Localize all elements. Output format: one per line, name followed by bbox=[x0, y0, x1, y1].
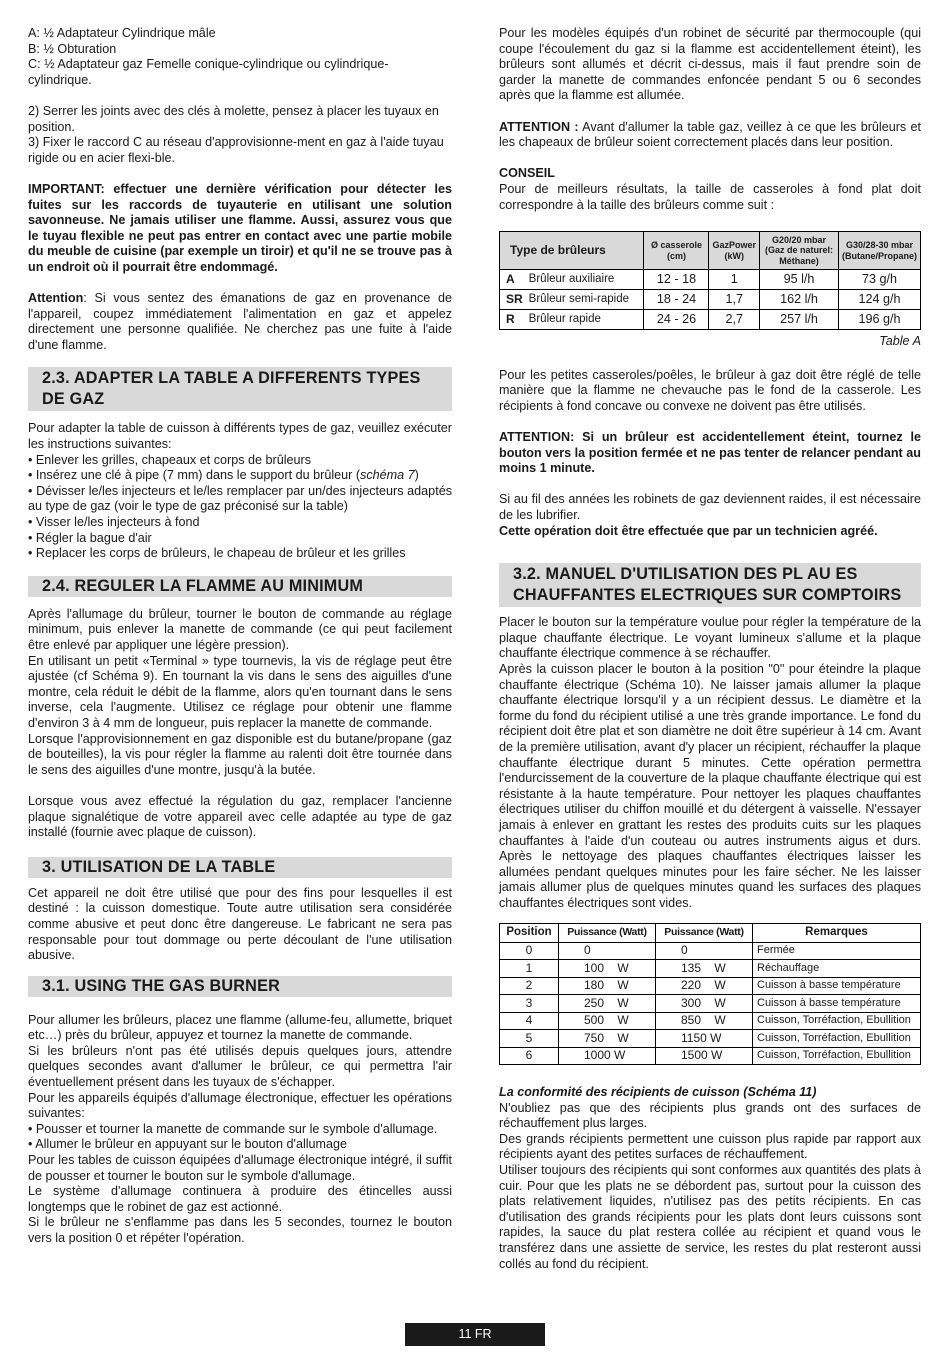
table-row: 4 500 W 850 W Cuisson, Torréfaction, Ebullition bbox=[500, 1012, 921, 1030]
hotplate-table-header: Position bbox=[500, 923, 559, 942]
burner-table-header: G30/28-30 mbar (Butane/Propane) bbox=[839, 232, 921, 270]
conformity-p3: Utiliser toujours des récipients qui sont conformes aux quantités des plats à cuir. Pour que les plats ne se débordent pas, surtout pour la cuisson des plats relativement liquides, n'utilisez pas des petits récipients. En cas d'utilisation des grands récipients pour les plats dont leurs cuissons sont rapides, la sauce du plat restera collée au récipient et quand vous le transférez dans une assiette de service, les restes du plat resteront aussi collés au fond du récipient. bbox=[499, 1163, 921, 1271]
technician-note: Cette opération doit être effectuée que par un technicien agréé. bbox=[499, 523, 878, 538]
s23-bullet-6: • Replacer les corps de brûleurs, le chapeau de brûleur et les grilles bbox=[28, 546, 406, 561]
s23-intro: Pour adapter la table de cuisson à différents types de gaz, veuillez exécuter les instructions suivantes: bbox=[28, 421, 452, 452]
right-column bbox=[499, 26, 921, 1272]
conformity-p2: Des grands récipients permettent une cuisson plus rapide par rapport aux récipients ayant des petites surfaces de réchauffement. bbox=[499, 1131, 921, 1162]
table-row: SR Brûleur semi-rapide 18 - 24 1,7 162 l/h 124 g/h bbox=[500, 290, 921, 310]
s32-p2: Après la cuisson placer le bouton à la position "0" pour éteindre la plaque chauffante électrique (Schéma 10). Ne laisser jamais allumer la plaque chauffante électrique lorsqu'il y a un récipient dessus. Le diamètre et la forme du fond du récipient utilisé a une très grande importance. Le fond du récipient doit être plat et son diamètre ne doit être supérieur à 14 cm. Avant de la première utilisation, avant d'y placer un récipient, réchauffer la plaque chauffante électrique durant 5 minutes. Cette opération permettra l'endurcissement de la couverture de la plaque chauffante électrique qui est résistante à la haute température. Pour nettoyer les plaques chauffantes électriques utiliser du chiffon mouillé et du détergent à vaisselle. N'essayer jamais à enlever en grattant les restes des produits cuits sur les plaques chauffantes à l'aide d'un couteau ou autres instruments aigus et durs. Après le nettoyage des plaques chauffantes électriques laisser les allumées pendant quelques minutes pour les faire sécher. Ne les laisser jamais allumer plus de quelques minutes quand les surfaces des plaques chauffantes électriques sont vides. bbox=[499, 662, 921, 910]
burner-table-header: Type de brûleurs bbox=[500, 232, 644, 270]
table-row: 3 250 W 300 W Cuisson à basse température bbox=[500, 995, 921, 1013]
s31-p4: • Pousser et tourner la manette de commande sur le symbole d'allumage. bbox=[28, 1121, 438, 1136]
table-row: R Brûleur rapide 24 - 26 2,7 257 l/h 196 g/h bbox=[500, 310, 921, 330]
s31-p7: Le système d'allumage continuera à produire des étincelles aussi longtemps que le robinet de gaz est actionné. bbox=[28, 1184, 452, 1214]
hotplate-table-header: Puissance (Watt) bbox=[559, 923, 656, 942]
section-2-4-heading: 2.4. REGULER LA FLAMME AU MINIMUM bbox=[28, 576, 452, 597]
s23-bullet-2: • Insérez une clé à pipe (7 mm) dans le support du brûleur (schéma 7) bbox=[28, 468, 419, 483]
important-note: IMPORTANT: effectuer une dernière vérification pour détecter les fuites sur les raccords de tuyauterie en utilisant une solution savonneuse. Ne jamais utiliser une flamme. Aussi, assurez vous que le tuyau flexible ne peut pas entrer en contact avec une partie mobile du meuble de cuisine (par exemple un tiroir) et qu'il ne se trouve pas à un endroit où il pourrait être endommagé. bbox=[28, 181, 452, 274]
s31-p3: Pour les appareils équipés d'allumage électronique, effectuer les opérations suivantes: bbox=[28, 1090, 452, 1121]
hotplate-table bbox=[499, 923, 921, 1066]
s23-bullet-3: • Dévisser le/les injecteurs et le/les remplacer par un/des injecteurs adaptés au type de gaz (voir le type de gaz préconisé sur la table) bbox=[28, 483, 452, 514]
s31-p6: Pour les tables de cuisson équipées d'allumage électronique intégré, il suffit de pousser et tourner le bouton sur le symbole d'allumage. bbox=[28, 1153, 452, 1183]
table-row: 5 750 W 1150 W Cuisson, Torréfaction, Ebullition bbox=[500, 1030, 921, 1048]
burner-table-header: GazPower (kW) bbox=[709, 232, 760, 270]
table-row: 1 100 W 135 W Réchauffage bbox=[500, 960, 921, 978]
conseil-label: CONSEIL bbox=[499, 166, 555, 181]
attention-placement-text: Avant d'allumer la table gaz, veillez à ce que les brûleurs et les chapeaux de brûleur soient correctement placés dans leur position. bbox=[499, 119, 921, 150]
section-3-heading: 3. UTILISATION DE LA TABLE bbox=[28, 857, 452, 878]
s23-bullet-5: • Régler la bague d'air bbox=[28, 530, 152, 545]
s31-p5: • Allumer le brûleur en appuyant sur le bouton d'allumage bbox=[28, 1137, 348, 1152]
hotplate-table-header: Puissance (Watt) bbox=[656, 923, 753, 942]
section-2-3-heading: 2.3. ADAPTER LA TABLE A DIFFERENTS TYPES DE GAZ bbox=[28, 367, 452, 411]
step-2: 2) Serrer les joints avec des clés à molette, pensez à placer les tuyaux en position. bbox=[28, 103, 439, 134]
burner-table bbox=[499, 231, 921, 330]
adapter-item-b: B: ½ Obturation bbox=[28, 41, 117, 56]
s3-paragraph: Cet appareil ne doit être utilisé que pour des fins pour lesquelles il est destiné : la cuisson domestique. Toute autre utilisation sera considérée comme abusive et peut donc être dangereuse. Le fabricant ne sera pas responsable pour tout dommage ou perte découlant de l'une utilisation abusive. bbox=[28, 885, 452, 963]
s31-p1: Pour allumer les brûleurs, placez une flamme (allume-feu, allumette, briquet etc…) près du brûleur, appuyez et tournez la manette de commande. bbox=[28, 1012, 452, 1043]
s24-p3: Lorsque l'approvisionnement en gaz disponible est du butane/propane (gaz de bouteilles), la vis pour régler la flamme au ralenti doit être tournée dans le sens des aiguilles d'une montre, jusqu'à la butée. bbox=[28, 731, 452, 777]
attention-placement bbox=[499, 120, 921, 151]
attention-placement-label: ATTENTION : bbox=[499, 119, 579, 134]
s24-p1: Après l'allumage du brûleur, tourner le bouton de commande au réglage minimum, puis enlever la manette de commande (ce qui peut facilement être enlevé par appliquer une légère pression). bbox=[28, 606, 452, 652]
hotplate-table-header: Remarques bbox=[753, 923, 921, 942]
s24-p2: En utilisant un petit «Terminal » type tournevis, la vis de réglage peut être ajustée (cf Schéma 9). En tournant la vis dans le sens des aiguilles d'une montre, cela réduit le débit de la flamme, alors qu'en tournant dans le sens inverse, cela l'augmente. Utilisez ce réglage pour obtenir une flamme d'environ 3 à 4 mm de longueur, puis replacer la manette de commande. bbox=[28, 653, 452, 730]
table-row: 0 0 0 Fermée bbox=[500, 942, 921, 960]
adapter-item-c: C: ½ Adaptateur gaz Femelle conique-cylindrique ou cylindrique-cylindrique. bbox=[28, 57, 389, 87]
table-row: 2 180 W 220 W Cuisson à basse température bbox=[500, 977, 921, 995]
table-a-caption: Table A bbox=[879, 334, 921, 349]
thermocouple-paragraph: Pour les modèles équipés d'un robinet de sécurité par thermocouple (qui coupe l'écoulement du gaz si la flamme est accidentellement éteint), les brûleurs sont allumés et décrit ci-dessus, mais il faut prendre soin de garder la manette de commandes enfoncée pendant 5 ou 6 secondes après que la flamme est allumée. bbox=[499, 26, 921, 103]
attention-paragraph bbox=[28, 291, 452, 353]
left-column bbox=[28, 26, 452, 1247]
s24-p4: Lorsque vous avez effectué la régulation du gaz, remplacer l'ancienne plaque signalétique de votre appareil avec celle adaptée au type de gaz installé (fournie avec plaque de cuisson). bbox=[28, 793, 452, 840]
section-3-1-heading: 3.1. USING THE GAS BURNER bbox=[28, 976, 452, 997]
step-3: 3) Fixer le raccord C au réseau d'approvisionne-ment en gaz à l'aide tuyau rigide ou en acier flexi-ble. bbox=[28, 135, 444, 165]
s31-p2: Si les brûleurs n'ont pas été utilisés depuis quelques jours, attendre quelques secondes avant d'allumer le brûleur, ce qui permettra l'air éventuellement présent dans les tuyaux de s'échapper. bbox=[28, 1043, 452, 1090]
table-row: A Brûleur auxiliaire 12 - 18 1 95 l/h 73 g/h bbox=[500, 270, 921, 290]
attention-text: : Si vous sentez des émanations de gaz en provenance de l'appareil, coupez immédiatement l'alimentation en gaz et appelez directement une personne qualifiée. Ne cherchez pas une fuite à l'aide d'une flamme. bbox=[28, 291, 452, 352]
burner-table-header: G20/20 mbar (Gaz de naturel: Méthane) bbox=[760, 232, 839, 270]
burner-table-header: Ø casserole (cm) bbox=[644, 232, 709, 270]
page-number: 11 FR bbox=[405, 1323, 545, 1346]
attention-label: Attention bbox=[28, 291, 84, 306]
s32-p1: Placer le bouton sur la température voulue pour régler la température de la plaque chauffante électrique. Le voyant lumineux s'allume et la plaque chauffante électrique commence à se réchauffer. bbox=[499, 615, 921, 661]
small-pans-paragraph: Pour les petites casseroles/poêles, le brûleur à gaz doit être réglé de telle manière que la flamme ne chevauche pas le fond de la casserole. Les récipients à fond concave ou convexe ne doivent pas être utilisés. bbox=[499, 367, 921, 413]
s23-bullet-1: • Enlever les grilles, chapeaux et corps de brûleurs bbox=[28, 452, 312, 467]
adapter-item-a: A: ½ Adaptateur Cylindrique mâle bbox=[28, 26, 216, 40]
section-3-2-heading: 3.2. MANUEL D'UTILISATION DES PL AU ES CHAUFFANTES ELECTRIQUES SUR COMPTOIRS bbox=[499, 563, 921, 607]
attention-extinguished: ATTENTION: Si un brûleur est accidentellement éteint, tournez le bouton vers la position fermée et ne pas tenter de relancer pendant au moins 1 minute. bbox=[499, 430, 921, 476]
lubrication-paragraph: Si au fil des années les robinets de gaz deviennent raides, il est nécessaire de les lubrifier. bbox=[499, 492, 921, 523]
s31-p8: Si le brûleur ne s'enflamme pas dans les 5 secondes, tournez le bouton vers la position 0 et répéter l'opération. bbox=[28, 1215, 452, 1245]
conformity-title: La conformité des récipients de cuisson (Schéma 11) bbox=[499, 1085, 817, 1100]
s23-bullet-4: • Visser le/les injecteurs à fond bbox=[28, 515, 200, 530]
conseil-text: Pour de meilleurs résultats, la taille de casseroles à fond plat doit correspondre à la taille des brûleurs comme suit : bbox=[499, 181, 921, 212]
table-row: 6 1000 W 1500 W Cuisson, Torréfaction, Ebullition bbox=[500, 1047, 921, 1065]
conformity-p1: N'oubliez pas que des récipients plus grands ont des surfaces de réchauffement plus larges. bbox=[499, 1100, 921, 1131]
